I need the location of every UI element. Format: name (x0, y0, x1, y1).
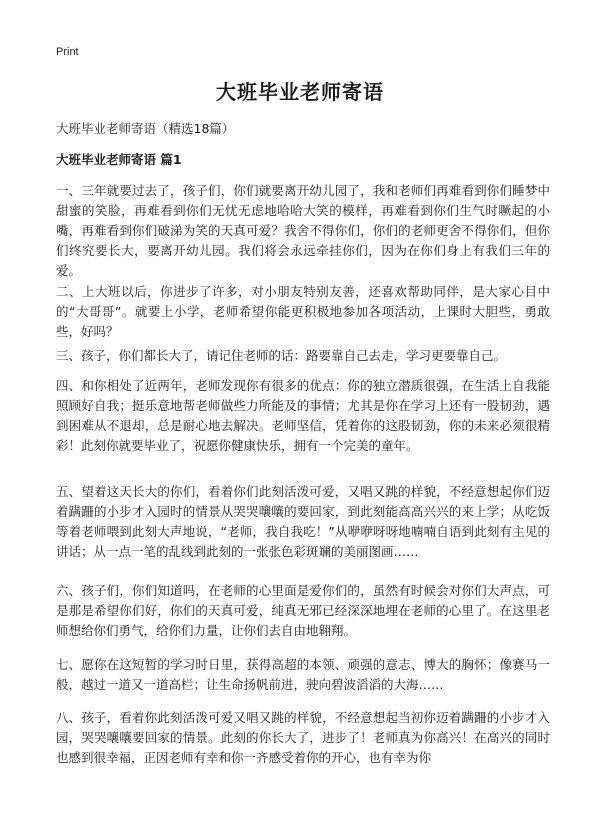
paragraph-2: 二、上大班以后，你进步了许多，对小朋友特别友善，还喜欢帮助同伴，是大家心目中的“大哥哥”。就要上小学，老师希望你能更积极地参加各项活动，上课时大胆些，勇敢些，好吗？ (56, 284, 550, 339)
paragraph-6: 六、孩子们，你们知道吗，在老师的心里面是爱你们的，虽然有时候会对你们大声点，可是那是希望你们好，你们的天真可爱，纯真无邪已经深深地埋在老师的心里了。在这里老师想给你们勇气，给你们力量，让你们去自由地翱翔。 (56, 583, 550, 638)
print-link[interactable]: Print (56, 46, 79, 58)
section-heading: 大班毕业老师寄语 篇1 (56, 152, 182, 167)
paragraph-4: 四、和你相处了近两年，老师发现你有很多的优点：你的独立潜质很强，在生活上自我能照顾好自我；挺乐意地帮老师做些力所能及的事情；尤其是你在学习上还有一股韧劲，遇到困难从不退却，总是耐心地去解决。老师坚信，凭着你的这股韧劲，你的未来必须很精彩！此刻你就要毕业了，祝愿你健康快乐，拥有一个完美的童年。 (56, 378, 550, 453)
document-subtitle: 大班毕业老师寄语（精选18篇） (56, 121, 235, 136)
page-title: 大班毕业老师寄语 (216, 80, 384, 104)
paragraph-5: 五、望着这天长大的你们，看着你们此刻活泼可爱，又唱又跳的样貌，不经意想起你们迈着蹒跚的小步才入园时的情景从哭哭嚷嚷的要回家，到此刻能高高兴兴的来上学；从吃饭等着老师喂到此刻大声地说，“老师，我自我吃！”从咿咿呀呀地喃喃自语到此刻有主见的讲话；从一点一笔的乱线到此刻的一张张色彩斑斓的美丽图画…… (56, 484, 550, 559)
paragraph-8: 八、孩子，看着你此刻活泼可爱又唱又跳的样貌，不经意想起当初你迈着蹒跚的小步才入园，哭哭嚷嚷要回家的情景。此刻的你长大了，进步了！老师真为你高兴！在高兴的同时也感到很幸福，正因老师有幸和你一齐感受着你的开心，也有幸为你 (56, 710, 550, 765)
paragraph-1: 一、三年就要过去了，孩子们，你们就要离开幼儿园了，我和老师们再难看到你们睡梦中甜蜜的笑脸，再难看到你们无忧无虑地哈哈大笑的模样，再难看到你们生气时噘起的小嘴，再难看到你们破涕为笑的天真可爱？我舍不得你们，你们的老师更舍不得你们，但你们终究要长大，要离开幼儿园。我们将会永远牵挂你们，因为在你们身上有我们三年的爱。 (56, 183, 550, 278)
paragraph-3: 三、孩子，你们都长大了，请记住老师的话：路要靠自己去走，学习更要靠自己。 (56, 348, 507, 363)
paragraph-7: 七、愿你在这短暂的学习时日里，获得高超的本领、顽强的意志、博大的胸怀；像赛马一般，越过一道又一道高栏；让生命扬帆前进，驶向碧波滔滔的大海…… (56, 657, 550, 692)
